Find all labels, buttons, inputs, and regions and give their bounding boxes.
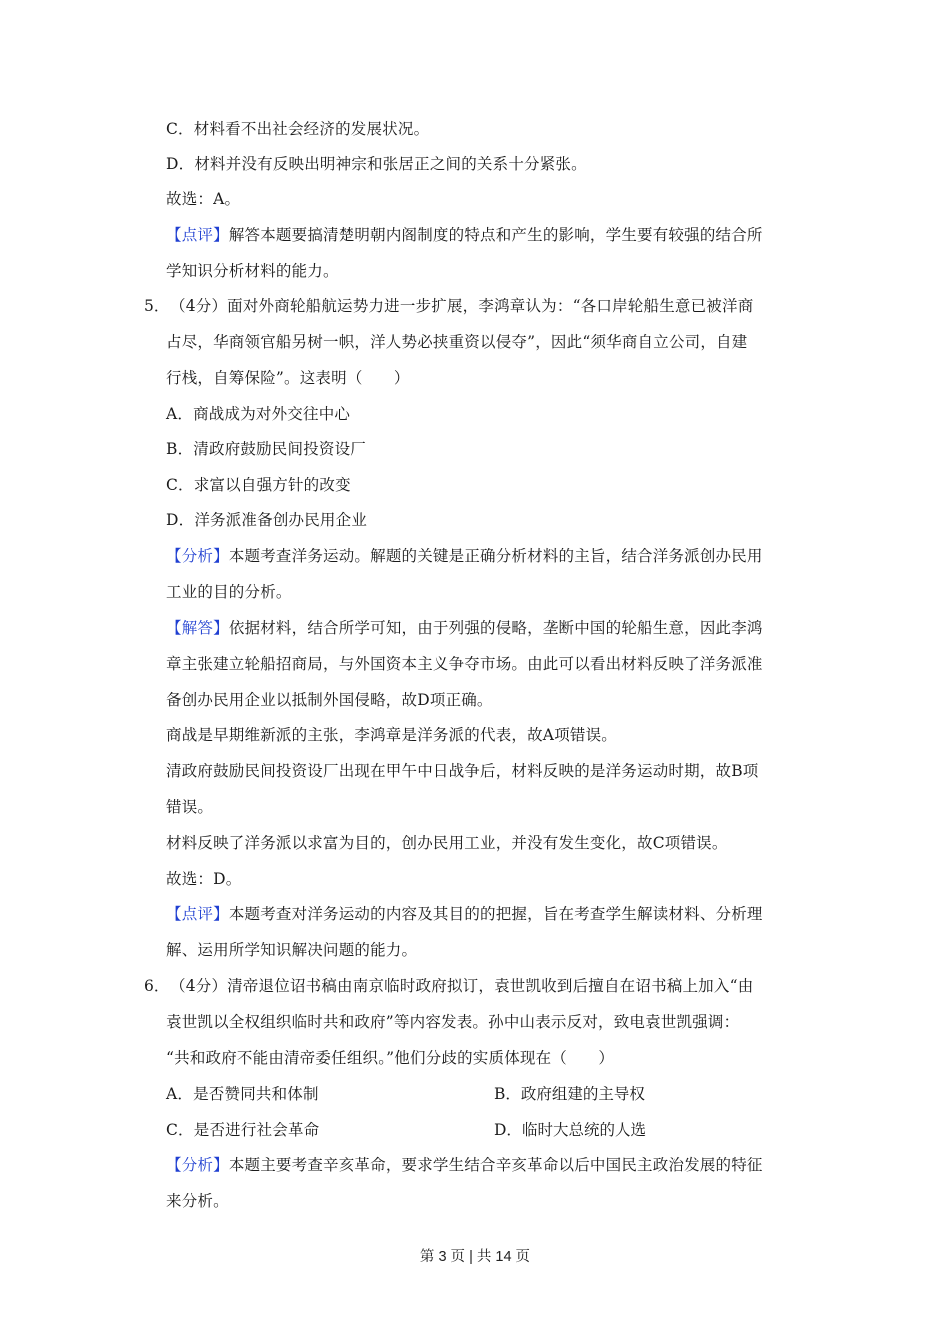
- comment-cont: 解、运用所学知识解决问题的能力。: [166, 941, 418, 959]
- solution-cont: 错误。: [166, 798, 214, 816]
- solution-cont: 商战是早期维新派的主张，李鸿章是洋务派的代表，故A项错误。: [166, 726, 617, 744]
- answer: 故选：A。: [166, 190, 241, 208]
- question-6-number: 6．: [144, 977, 170, 995]
- analysis: 【分析】本题主要考查辛亥革命，要求学生结合辛亥革命以后中国民主政治发展的特征: [166, 1156, 763, 1174]
- option-b: B．清政府鼓励民间投资设厂: [166, 440, 366, 458]
- solution-tag: 【解答】: [166, 619, 229, 637]
- question-5-number: 5．: [144, 297, 170, 315]
- comment-tag: 【点评】: [166, 226, 229, 244]
- comment-cont: 学知识分析材料的能力。: [166, 262, 339, 280]
- option-d: D．材料并没有反映出明神宗和张居正之间的关系十分紧张。: [166, 155, 587, 173]
- option-c: C．是否进行社会革命: [166, 1121, 320, 1139]
- question-5-stem: 行栈，自筹保险”。这表明（ ）: [166, 369, 410, 387]
- option-a: A．商战成为对外交往中心: [166, 405, 351, 423]
- option-b: B．政府组建的主导权: [494, 1085, 645, 1103]
- analysis: 【分析】本题考查洋务运动。解题的关键是正确分析材料的主旨，结合洋务派创办民用: [166, 547, 763, 565]
- comment: 【点评】本题考查对洋务运动的内容及其目的的把握，旨在考查学生解读材料、分析理: [166, 905, 763, 923]
- solution-cont: 章主张建立轮船招商局，与外国资本主义争夺市场。由此可以看出材料反映了洋务派准: [166, 655, 763, 673]
- analysis-cont: 来分析。: [166, 1192, 229, 1210]
- analysis-tag: 【分析】: [166, 1156, 229, 1174]
- solution: 【解答】依据材料，结合所学可知，由于列强的侵略，垄断中国的轮船生意，因此李鸿: [166, 619, 763, 637]
- question-6-stem: 袁世凯以全权组织临时共和政府”等内容发表。孙中山表示反对，致电袁世凯强调：: [166, 1013, 740, 1031]
- question-5-stem: 占尽，华商领官船另树一帜，洋人势必挟重资以侵夺”，因此“须华商自立公司，自建: [166, 333, 748, 351]
- solution-cont: 材料反映了洋务派以求富为目的，创办民用工业，并没有发生变化，故C项错误。: [166, 834, 728, 852]
- solution-cont: 清政府鼓励民间投资设厂出现在甲午中日战争后，材料反映的是洋务运动时期，故B项: [166, 762, 759, 780]
- question-6-stem: “共和政府不能由清帝委任组织。”他们分歧的实质体现在（ ）: [166, 1049, 615, 1067]
- comment: 【点评】解答本题要搞清楚明朝内阁制度的特点和产生的影响，学生要有较强的结合所: [166, 226, 763, 244]
- analysis-tag: 【分析】: [166, 547, 229, 565]
- option-a: A．是否赞同共和体制: [166, 1085, 319, 1103]
- analysis-cont: 工业的目的分析。: [166, 583, 292, 601]
- question-6-stem: （4分）清帝退位诏书稿由南京临时政府拟订，袁世凯收到后擅自在诏书稿上加入“由: [170, 977, 754, 995]
- comment-tag: 【点评】: [166, 905, 229, 923]
- option-d: D．临时大总统的人选: [494, 1121, 646, 1139]
- option-c: C．求富以自强方针的改变: [166, 476, 351, 494]
- solution-cont: 备创办民用企业以抵制外国侵略，故D项正确。: [166, 691, 493, 709]
- option-d: D．洋务派准备创办民用企业: [166, 511, 368, 529]
- page-footer: 第 3 页 | 共 14 页: [419, 1249, 531, 1265]
- question-5-stem: （4分）面对外商轮船航运势力进一步扩展，李鸿章认为：“各口岸轮船生意已被洋商: [170, 297, 754, 315]
- option-c: C．材料看不出社会经济的发展状况。: [166, 120, 430, 138]
- answer: 故选：D。: [166, 870, 242, 888]
